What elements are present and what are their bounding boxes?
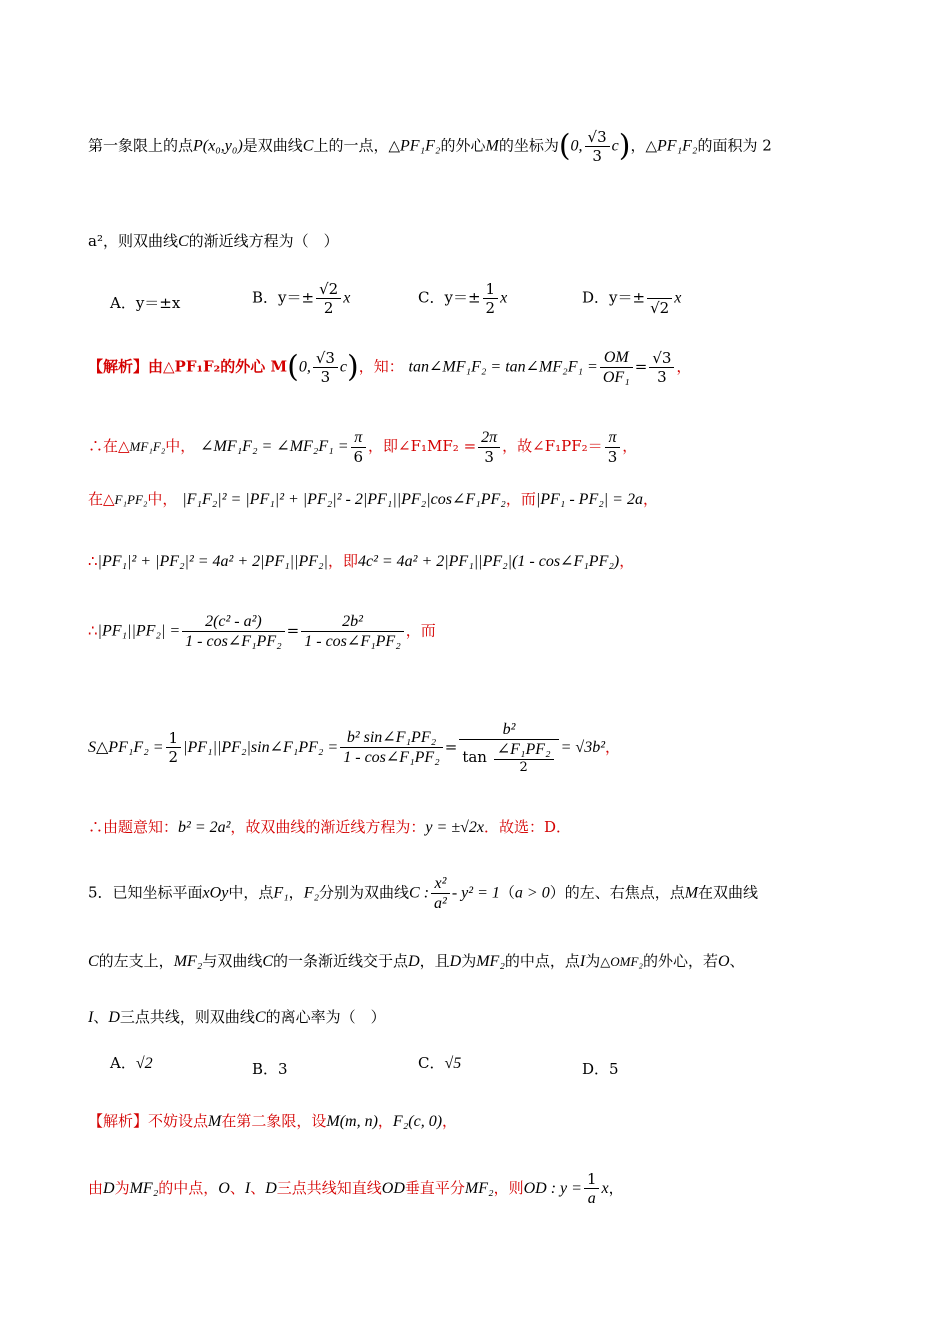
- sol4-line4: ∴|PF₁|² + |PF₂|² = 4a² + 2|PF₁||PF₂|，即4c² = 4a² + 2|PF₁||PF₂|(1 - cos∠F₁PF₂)，: [88, 552, 635, 570]
- q4-text: ，△: [630, 136, 658, 155]
- q4-text: 上的一点，△: [313, 136, 401, 155]
- q5-option-c[interactable]: C．√5: [418, 1054, 462, 1072]
- q4-text: 的坐标为: [498, 136, 559, 155]
- q4-option-b[interactable]: B．y＝± $\frac{√2}{2}$ x: [252, 280, 351, 317]
- sol5-line2: 由D为MF₂的中点，O、I、D三点共线知直线OD垂直平分MF₂，则OD : y = $\frac{1}{a}$ x，: [88, 1170, 624, 1207]
- q4-text: 的外心: [440, 136, 486, 155]
- q5-line1: 5．已知坐标平面xOy中，点F₁，F₂分别为双曲线C : $\frac{\text{x²}}{\text{a²}}$ - y² = 1（a > 0）的左、右焦点，点M在双曲线: [88, 875, 759, 913]
- q5-option-b[interactable]: B．3: [252, 1060, 288, 1078]
- q4-option-a[interactable]: A．y＝±x: [110, 294, 181, 312]
- q4-stem-line2: [88, 232, 862, 251]
- q4-stem-line1: 第一象限上的点P(x₀,y₀)是双曲线C上的一点，△PF₁F₂的外心M的坐标为(0, $\frac{√3}{3}$ c)，△PF₁F₂的面积为 2: [88, 128, 772, 165]
- sol4-line3: 在△F₁PF₂中， |F₁F₂|² = |PF₁|² + |PF₂|² - 2|PF₁||PF₂|cos∠F₁PF₂，而|PF₁ - PF₂| = 2a，: [88, 490, 658, 508]
- q4-coord: 0,: [570, 137, 583, 155]
- q4-point: P(x₀,y₀): [193, 137, 243, 155]
- q4-text: 的面积为 2: [697, 136, 772, 155]
- sol4-line1: 【解析】由△PF₁F₂的外心 M(0, $\frac{√3}{3}$ c)，知： tan∠MF₁F₂ = tan∠MF₂F₁ = $\frac{OM}{\text{OF₁}}$ = $\frac{√3}{3}$ ，: [88, 349, 692, 387]
- q4-c: c: [611, 137, 619, 155]
- sol4-line2: ∴在△MF₁F₂中， ∠MF₁F₂ = ∠MF₂F₁ = $\frac{\pi}{6}$ ，即∠F₁MF₂ = $\frac{2\pi}{3}$ ，故∠F₁PF₂＝ $\frac{\pi}{3}$ ，: [88, 429, 638, 467]
- q4-text: a²，则双曲线: [88, 232, 178, 250]
- q4-option-c[interactable]: C．y＝± $\frac{1}{2}$ x: [418, 280, 508, 317]
- sol4-tan-eq: tan∠MF₁F₂ = tan∠MF₂F₁ =: [408, 358, 598, 376]
- q4-triangle: PF₁F₂: [400, 137, 441, 155]
- q5-option-a[interactable]: A．√2: [110, 1054, 153, 1072]
- sol4-line6: S△PF₁F₂ = $\frac{1}{2}$ |PF₁||PF₂|sin∠F₁PF₂ = $\frac{\text{b² sin∠F₁PF₂}}{\text{1 - cos∠F₁PF₂}}$ = b² tan $\frac{\text{∠F₁PF₂}}{2}$ = √3b²，: [88, 721, 620, 776]
- q5-line2: C的左支上，MF₂与双曲线C的一条渐近线交于点D，且D为MF₂的中点，点I为△OMF₂的外心，若O、: [88, 952, 745, 970]
- q5-line3: I、D三点共线，则双曲线C的离心率为（ ）: [88, 1008, 386, 1026]
- q4-curve: C: [177, 233, 189, 250]
- q4-center: M: [485, 137, 499, 155]
- q4-option-d[interactable]: D．y＝± √2 x: [582, 280, 681, 317]
- q5-option-d[interactable]: D．5: [582, 1060, 619, 1078]
- sol5-line1: 【解析】不妨设点M在第二象限，设M(m, n)，F₂(c, 0)，: [88, 1112, 458, 1130]
- q4-text: 是双曲线: [242, 136, 303, 155]
- q4-text: 的渐近线方程为（ ）: [188, 232, 339, 250]
- q4-text: 第一象限上的点: [88, 136, 194, 155]
- sol4-line7: ∴由题意知：b² = 2a²，故双曲线的渐近线方程为：y = ±√2x．故选：D．: [88, 818, 572, 836]
- sol4-text: 【解析】由△PF₁F₂的外心 M: [88, 357, 288, 376]
- q4-sqrt3-over-3: $\frac{√3}{3}$: [585, 128, 610, 165]
- q4-curve: C: [302, 137, 314, 155]
- sol4-line5: ∴|PF₁||PF₂| = $\frac{\text{2(c² - a²)}}{\text{1 - cos∠F₁PF₂}}$ = $\frac{\text{2b²}}{\text{1 - cos∠F₁PF₂}}$ ，而: [88, 613, 436, 651]
- q4-triangle: PF₁F₂: [657, 137, 698, 155]
